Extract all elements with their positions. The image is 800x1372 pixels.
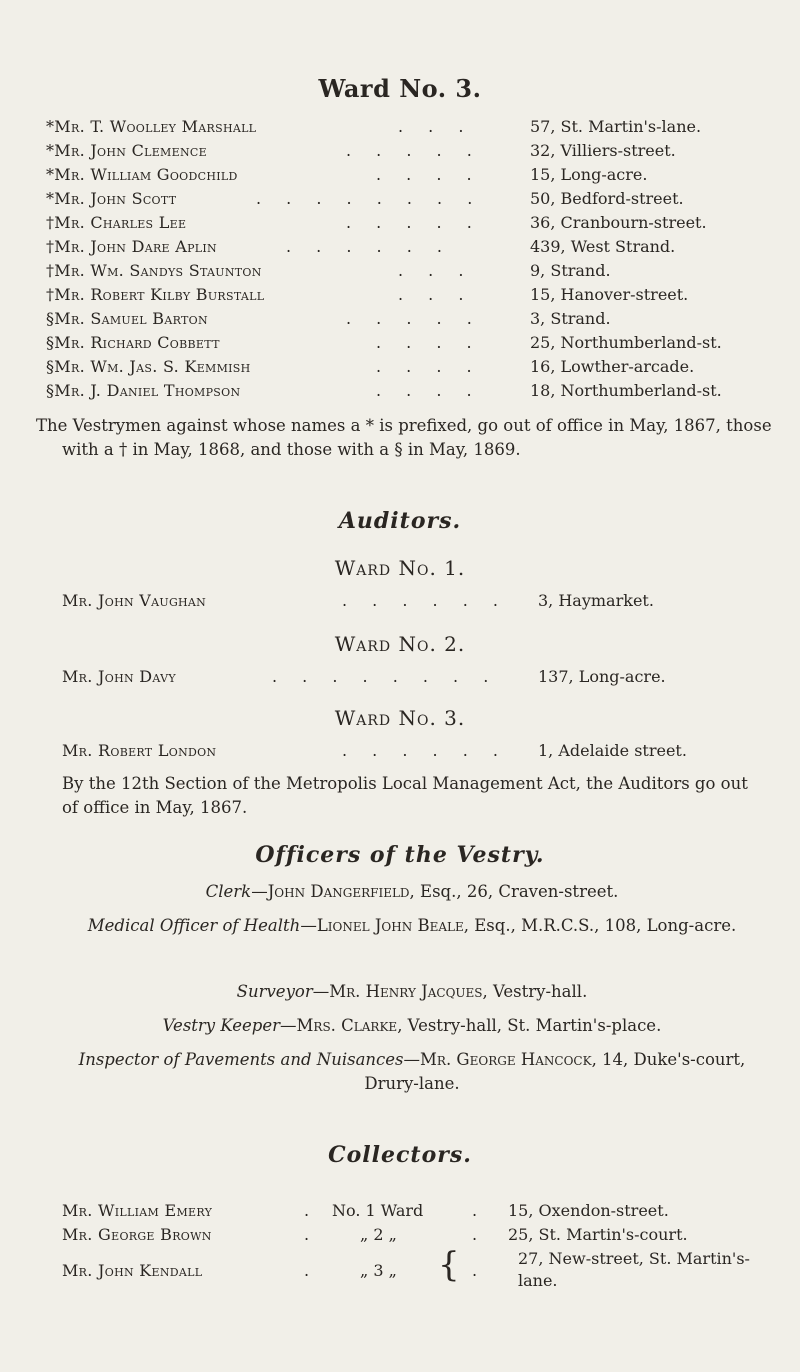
member-address: 18, Northumberland-st. [530,381,722,400]
member-address: 36, Cranbourn-street. [530,213,707,232]
auditor-address: 3, Haymarket. [538,591,654,610]
list-item: Mr. Robert London . . . . . . 1, Adelaide street. [62,741,687,760]
list-item: *Mr. T. Woolley Marshall . . . 57, St. Martin's-lane. [46,117,702,136]
auditors-heading: Auditors. [338,508,462,534]
officer-surveyor: Surveyor—Mr. Henry Jacques, Vestry-hall. [236,982,588,1001]
term-note: The Vestrymen against whose names a * is prefixed, go out of office in May, 1867, those with a † in May, 1868, and those with a § in May, 1869. [36,416,772,459]
officer-clerk: Clerk—John Dangerfield, Esq., 26, Craven-street. [205,882,619,901]
auditor-name: Mr. John Davy [62,667,176,686]
auditors-ward-2-title: Ward No. 2. [334,632,466,656]
list-item: †Mr. Wm. Sandys Staunton . . . 9, Strand. [46,261,611,280]
collector-address: 15, Oxendon-street. [508,1201,669,1220]
member-name: *Mr. John Scott [46,189,177,208]
collector-ward: „ 3 „ [360,1261,397,1280]
officers-heading: Officers of the Vestry. [255,842,545,868]
member-name: §Mr. Wm. Jas. S. Kemmish [46,357,251,376]
member-address: 16, Lowther-arcade. [530,357,695,376]
auditor-address: 1, Adelaide street. [538,741,687,760]
auditor-name: Mr. John Vaughan [62,591,207,610]
member-name: *Mr. William Goodchild [46,165,238,184]
list-item: §Mr. Samuel Barton . . . . . 3, Strand. [46,309,611,328]
list-item: *Mr. William Goodchild . . . . 15, Long-acre. [46,165,648,184]
member-address: 15, Long-acre. [530,165,648,184]
member-name: §Mr. J. Daniel Thompson [46,381,241,400]
member-address: 32, Villiers-street. [530,141,676,160]
list-item: †Mr. Charles Lee . . . . . 36, Cranbourn-street. [46,213,707,232]
auditor-name: Mr. Robert London [62,741,217,760]
auditors-ward-1-title: Ward No. 1. [334,556,466,580]
member-address: 3, Strand. [530,309,611,328]
list-item: †Mr. Robert Kilby Burstall . . . 15, Hanover-street. [46,285,689,304]
member-name: †Mr. Robert Kilby Burstall [46,285,265,304]
collector-address: 25, St. Martin's-court. [508,1225,688,1244]
list-item: †Mr. John Dare Aplin . . . . . . 439, West Strand. [46,237,676,256]
member-name: *Mr. John Clemence [46,141,207,160]
member-address: 439, West Strand. [530,237,676,256]
list-item: *Mr. John Scott . . . . . . . . 50, Bedford-street. [46,189,684,208]
list-item: *Mr. John Clemence . . . . . 32, Villiers-street. [46,141,676,160]
member-address: 25, Northumberland-st. [530,333,722,352]
collector-name: Mr. William Emery [62,1201,213,1220]
officer-vestry-keeper: Vestry Keeper—Mrs. Clarke, Vestry-hall, St. Martin's-place. [162,1016,662,1035]
member-address: 9, Strand. [530,261,611,280]
member-address: 57, St. Martin's-lane. [530,117,702,136]
collector-name: Mr. John Kendall [62,1261,203,1280]
collector-ward: No. 1 Ward [332,1201,424,1220]
table-row: Mr. George Brown . „ 2 „ . 25, St. Martin's-court. [62,1225,688,1244]
list-item: §Mr. Wm. Jas. S. Kemmish . . . . 16, Lowther-arcade. [46,357,695,376]
member-name: †Mr. Wm. Sandys Staunton [46,261,262,280]
officer-medical: Medical Officer of Health—Lionel John Beale, Esq., M.R.C.S., 108, Long-acre. [87,916,737,935]
table-row: Mr. William Emery . No. 1 Ward . 15, Oxendon-street. [62,1201,669,1220]
officer-inspector: Inspector of Pavements and Nuisances—Mr. George Hancock, 14, Duke's-court, Drury-lane. [78,1050,746,1093]
list-item: §Mr. J. Daniel Thompson . . . . 18, Northumberland-st. [46,381,722,400]
member-name: †Mr. Charles Lee [46,213,187,232]
list-item: Mr. John Davy . . . . . . . . 137, Long-acre. [62,667,666,686]
collector-ward: „ 2 „ [360,1225,397,1244]
auditor-address: 137, Long-acre. [538,667,666,686]
member-name: §Mr. Richard Cobbett [46,333,220,352]
list-item: Mr. John Vaughan . . . . . . 3, Haymarket. [62,591,654,610]
table-row: Mr. John Kendall . „ 3 „ . 27, New-street, St. Martin's-lane. [62,1260,782,1282]
brace-glyph: { [438,1245,460,1285]
collectors-heading: Collectors. [328,1142,472,1168]
auditors-ward-3-title: Ward No. 3. [334,706,466,730]
member-address: 50, Bedford-street. [530,189,684,208]
auditors-note: By the 12th Section of the Metropolis Local Management Act, the Auditors go out of office in May, 1867. [62,774,748,817]
collector-address: 27, New-street, St. Martin's-lane. [518,1249,750,1290]
member-name: *Mr. T. Woolley Marshall [46,117,257,136]
list-item: §Mr. Richard Cobbett . . . . 25, Northumberland-st. [46,333,722,352]
member-name: §Mr. Samuel Barton [46,309,208,328]
member-address: 15, Hanover-street. [530,285,689,304]
member-name: †Mr. John Dare Aplin [46,237,217,256]
ward-3-title: Ward No. 3. [318,74,482,103]
collector-name: Mr. George Brown [62,1225,212,1244]
